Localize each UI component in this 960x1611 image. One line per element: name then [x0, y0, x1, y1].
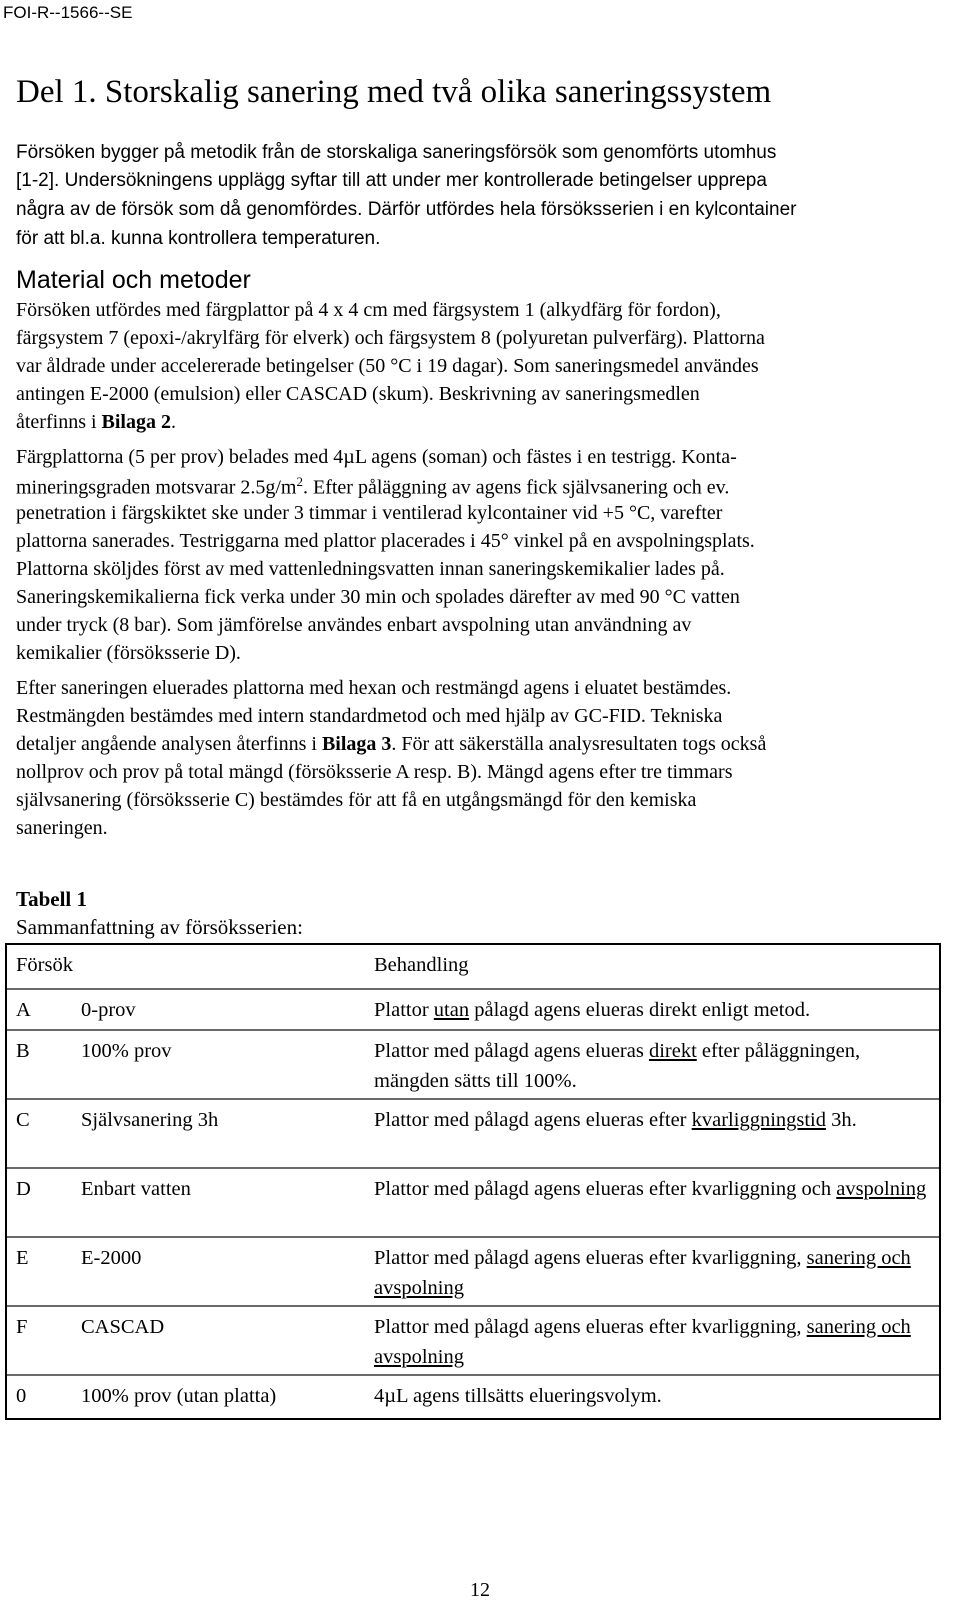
text-line: antingen E-2000 (emulsion) eller CASCAD (skum). Beskrivning av saneringsmedlen [16, 383, 700, 405]
appendix-reference: Bilaga 2 [101, 411, 171, 433]
summary-table [5, 943, 941, 1420]
text-span: 4µL agens tillsätts elueringsvolym. [374, 1385, 662, 1407]
text-span: . Efter påläggning av agens fick självsanering och ev. [303, 476, 730, 499]
text-line: Försöken utfördes med färgplattor på 4 x 4 cm med färgsystem 1 (alkydfärg för fordon), [16, 299, 721, 321]
text-span: mineringsgraden motsvarar 2.5g/m [16, 476, 297, 499]
row-id: B [6, 1030, 72, 1099]
row-id: A [6, 989, 72, 1030]
underlined-text: sanering och avspolning [374, 1247, 911, 1299]
document-id: FOI-R--1566--SE [3, 3, 133, 22]
page-title: Del 1. Storskalig sanering med två olika saneringssystem [16, 74, 772, 110]
underlined-text: utan [433, 999, 470, 1021]
text-line: för att bl.a. kunna kontrollera temperaturen. [16, 228, 381, 249]
row-id: 0 [6, 1375, 72, 1419]
text-line: saneringen. [16, 817, 108, 839]
row-treatment [365, 1375, 940, 1419]
superscript: 2 [296, 474, 303, 489]
text-line: under tryck (8 bar). Som jämförelse användes enbart avspolning utan användning av [16, 614, 692, 636]
row-name: 0-prov [72, 989, 365, 1030]
text-span: pålagd agens elueras direkt enligt metod. [469, 999, 811, 1021]
underlined-text: sanering och avspolning [374, 1316, 911, 1368]
row-id: F [6, 1306, 72, 1375]
table-caption: Sammanfattning av försöksserien: [16, 915, 303, 939]
text-line: färgsystem 7 (epoxi-/akrylfärg för elverk) och färgsystem 8 (polyuretan pulverfärg). Plattorna [16, 327, 765, 349]
text-span: efter påläggningen, mängden sätts till 100%. [374, 1040, 861, 1092]
text-line: Plattorna sköljdes först av med vattenledningsvatten innan saneringskemikalier lades på. [16, 558, 725, 580]
text-span: återfinns i [16, 411, 102, 433]
table-title: Tabell 1 [16, 887, 87, 911]
text-line: kemikalier (försöksserie D). [16, 642, 241, 664]
text-span: Plattor med pålagd agens elueras efter kvarliggning och [374, 1178, 837, 1200]
text-line: självsanering (försöksserie C) bestämdes för att få en utgångsmängd för den kemiska [16, 789, 697, 811]
row-treatment [365, 1030, 940, 1099]
text-line: var åldrade under accelererade betingelser (50 °C i 19 dagar). Som saneringsmedel användes [16, 355, 759, 377]
table-row [6, 1030, 940, 1099]
text-line: [1-2]. Undersökningens upplägg syftar till att under mer kontrollerade betingelser upprepa [16, 170, 767, 191]
row-id: C [6, 1099, 72, 1168]
row-name: E-2000 [72, 1237, 365, 1306]
row-name: Enbart vatten [72, 1168, 365, 1237]
table-row [6, 1375, 940, 1419]
table-row [6, 1237, 940, 1306]
header-forsok: Försök [6, 944, 365, 989]
text-line: några av de försök som då genomfördes. Därför utfördes hela försöksserien i en kylcontainer [16, 199, 797, 220]
text-line: Saneringskemikalierna fick verka under 30 min och spolades därefter av med 90 °C vatten [16, 586, 740, 608]
text-span: detaljer angående analysen återfinns i [16, 733, 322, 755]
underlined-text: kvarliggningstid [691, 1109, 827, 1131]
table-header-row [6, 944, 940, 989]
text-line [16, 733, 766, 756]
row-name: 100% prov (utan platta) [72, 1375, 365, 1419]
text-span: . [170, 411, 176, 433]
text-line: plattorna sanerades. Testriggarna med plattor placerades i 45° vinkel på en avspolningsplats. [16, 530, 755, 552]
row-treatment [365, 1237, 940, 1306]
text-span: Plattor med pålagd agens elueras efter kvarliggning, [374, 1316, 807, 1338]
row-name: 100% prov [72, 1030, 365, 1099]
text-span: Plattor med pålagd agens elueras efter kvarliggning, [374, 1247, 807, 1269]
text-line [16, 411, 176, 434]
appendix-reference: Bilaga 3 [321, 733, 392, 755]
text-span: Plattor med pålagd agens elueras efter [374, 1109, 692, 1131]
row-treatment [365, 1099, 940, 1168]
row-id: E [6, 1237, 72, 1306]
text-line: penetration i färgskiktet ske under 3 timmar i ventilerad kylcontainer vid +5 °C, varefter [16, 502, 723, 524]
text-line: nollprov och prov på total mängd (försöksserie A resp. B). Mängd agens efter tre timmars [16, 761, 733, 783]
underlined-text: direkt [648, 1040, 697, 1062]
text-span: Plattor med pålagd agens elueras [374, 1040, 649, 1062]
row-name: CASCAD [72, 1306, 365, 1375]
row-treatment [365, 1168, 940, 1237]
header-behandling: Behandling [365, 944, 940, 989]
text-line: Försöken bygger på metodik från de storskaliga saneringsförsök som genomförts utomhus [16, 142, 777, 163]
text-span: . För att säkerställa analysresultaten togs också [391, 733, 767, 755]
row-treatment [365, 1306, 940, 1375]
text-line: Efter saneringen eluerades plattorna med hexan och restmängd agens i eluatet bestämdes. [16, 677, 732, 699]
table-row [6, 1168, 940, 1237]
underlined-text: avspolning [836, 1178, 927, 1200]
table-row [6, 1306, 940, 1375]
row-name: Självsanering 3h [72, 1099, 365, 1168]
table-row [6, 989, 940, 1030]
text-line: Restmängden bestämdes med intern standardmetod och med hjälp av GC-FID. Tekniska [16, 705, 723, 727]
row-treatment [365, 989, 940, 1030]
text-span: Plattor [374, 999, 434, 1021]
text-span: 3h. [826, 1109, 857, 1131]
table-row [6, 1099, 940, 1168]
section-heading: Material och metoder [16, 266, 251, 294]
page-number: 12 [470, 1579, 490, 1601]
text-line [16, 474, 729, 500]
text-line: Färgplattorna (5 per prov) belades med 4µL agens (soman) och fästes i en testrigg. Konta- [16, 446, 737, 468]
row-id: D [6, 1168, 72, 1237]
